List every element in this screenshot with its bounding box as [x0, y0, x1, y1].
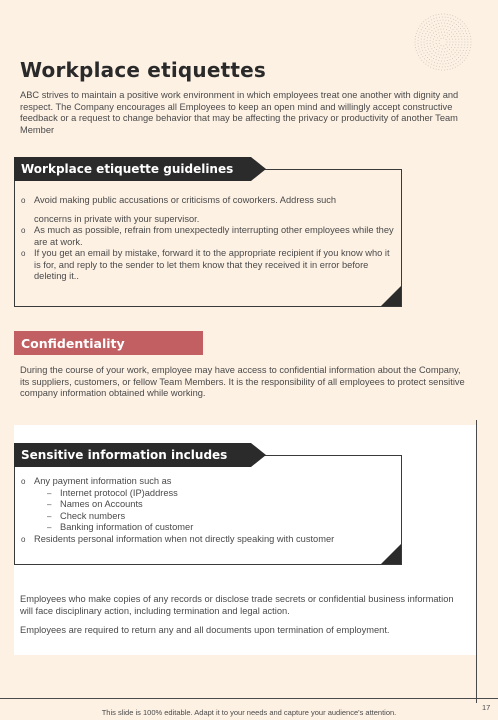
panel-divider — [476, 420, 477, 703]
sub-item: – Internet protocol (IP)address — [47, 488, 396, 500]
guidelines-list — [21, 195, 396, 283]
sensitive-list — [21, 476, 396, 545]
confidentiality-paragraph: During the course of your work, employee may have access to confidential information about the Company, its suppliers, customers, or fellow Team Members. It is the responsibility of all employees to protect sensitive company information obtained while working. — [20, 365, 465, 398]
sensitive-header-label: Sensitive information includes — [21, 448, 228, 462]
closing-paragraph-1: Employees who make copies of any records or disclose trade secrets or confidential business information will face disciplinary action, including termination and legal action. — [20, 594, 454, 616]
list-item — [21, 195, 396, 225]
sensitive-sublist — [34, 488, 396, 534]
guideline-line1: Avoid making public accusations or criticisms of coworkers. Address such — [34, 195, 337, 205]
sub-item: – Names on Accounts — [47, 499, 396, 511]
sub-item: – Banking information of customer — [47, 522, 396, 534]
intro-paragraph: ABC strives to maintain a positive work environment in which employees treat one another with dignity and respect. The Company encourages all Employees to keep an open mind and willingly accept constructive feedback or a request to change behavior that may be affecting the privacy or productivity of another Team Member — [20, 90, 459, 135]
list-item: o If you get an email by mistake, forward it to the appropriate recipient if you know who it is for, and reply to the sender to let them know that they received it in error before deleting it.. — [21, 248, 396, 283]
header-arrow-icon — [251, 157, 266, 181]
list-item — [21, 476, 396, 534]
dotted-circle-decoration — [413, 12, 473, 72]
sensitive-item-label: Any payment information such as — [34, 476, 172, 486]
sensitive-header — [14, 443, 251, 467]
guidelines-header — [14, 157, 251, 181]
corner-triangle-icon — [381, 544, 401, 564]
guideline-line2: concerns in private with your supervisor. — [34, 213, 200, 224]
guidelines-header-label: Workplace etiquette guidelines — [21, 162, 234, 176]
page-title: Workplace etiquettes — [20, 58, 266, 82]
page-number: 17 — [482, 703, 491, 712]
closing-paragraph-2: Employees are required to return any and all documents upon termination of employment. — [20, 625, 390, 635]
sub-item: – Check numbers — [47, 511, 396, 523]
corner-triangle-icon — [381, 286, 401, 306]
footer-note: This slide is 100% editable. Adapt it to your needs and capture your audience's attention. — [101, 708, 397, 717]
header-arrow-icon — [251, 443, 266, 467]
confidentiality-header: Confidentiality — [14, 331, 203, 355]
footer-divider — [0, 698, 498, 699]
list-item: o Residents personal information when not directly speaking with customer — [21, 534, 396, 546]
list-item: o As much as possible, refrain from unexpectedly interrupting other employees while they are at work. — [21, 225, 396, 248]
